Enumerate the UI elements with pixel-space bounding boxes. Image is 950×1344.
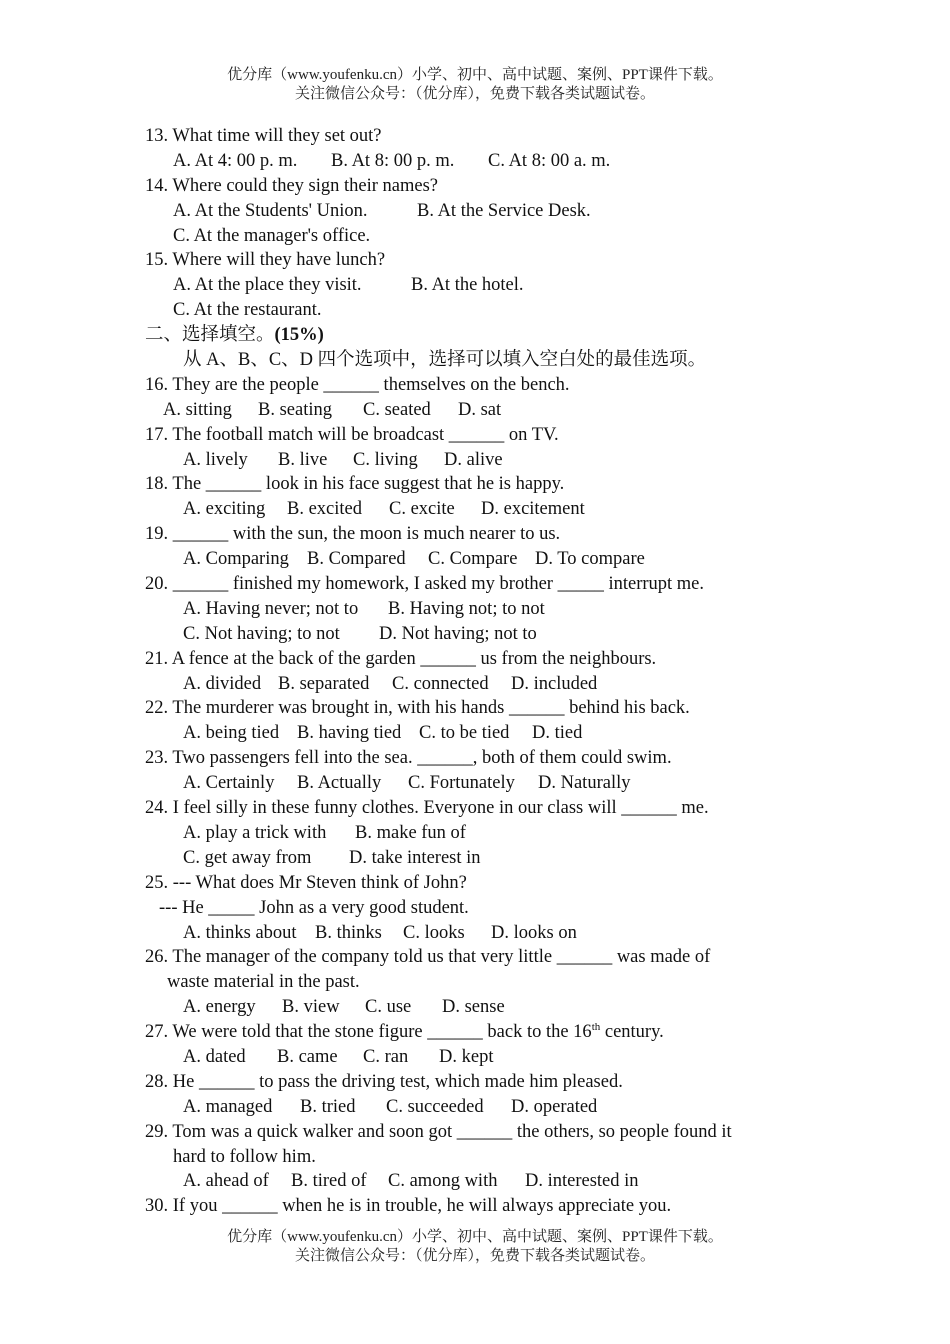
q17-option-b: B. live — [278, 449, 328, 470]
question-20-options-1 — [145, 597, 785, 622]
q24-option-c: C. get away from — [183, 847, 312, 868]
q16-option-b: B. seating — [258, 399, 332, 420]
q26-option-d: D. sense — [442, 997, 505, 1018]
q15-option-c: C. At the restaurant. — [173, 300, 322, 321]
q14-option-a: A. At the Students' Union. — [173, 200, 368, 221]
question-14-options-1 — [145, 199, 785, 224]
q26-option-a: A. energy — [183, 997, 256, 1018]
q28-option-d: D. operated — [511, 1096, 598, 1117]
q18-option-d: D. excitement — [481, 499, 585, 520]
question-15-stem: 15. Where will they have lunch? — [145, 250, 386, 271]
q23-option-a: A. Certainly — [183, 773, 275, 794]
exam-content — [145, 124, 785, 1219]
q16-option-c: C. seated — [363, 399, 431, 420]
question-16-stem: 16. They are the people ______ themselves on the bench. — [145, 374, 570, 395]
question-23-options — [145, 771, 785, 796]
q25-option-a: A. thinks about — [183, 922, 297, 943]
q25-option-b: B. thinks — [315, 922, 382, 943]
q19-option-c: C. Compare — [428, 549, 518, 570]
q17-option-a: A. lively — [183, 449, 248, 470]
q27-option-d: D. kept — [439, 1046, 494, 1067]
question-24-stem: 24. I feel silly in these funny clothes. Everyone in our class will ______ me. — [145, 798, 709, 819]
question-15-options-2 — [145, 298, 785, 323]
q19-option-a: A. Comparing — [183, 549, 289, 570]
question-28-stem: 28. He ______ to pass the driving test, which made him pleased. — [145, 1071, 623, 1092]
section-2-title — [145, 323, 785, 348]
q26-option-c: C. use — [365, 997, 412, 1018]
question-17-options — [145, 448, 785, 473]
q14-option-c: C. At the manager's office. — [173, 225, 371, 246]
question-24-options-2 — [145, 846, 785, 871]
question-29-stem-2: hard to follow him. — [173, 1146, 316, 1167]
q27-option-c: C. ran — [363, 1046, 409, 1067]
q20-option-c: C. Not having; to not — [183, 623, 340, 644]
section-2-heading: 二、选择填空。 — [145, 325, 275, 346]
q24-option-a: A. play a trick with — [183, 822, 327, 843]
q28-option-a: A. managed — [183, 1096, 273, 1117]
question-22-stem: 22. The murderer was brought in, with his hands ______ behind his back. — [145, 698, 690, 719]
question-26-stem-2: waste material in the past. — [167, 972, 360, 993]
q21-option-b: B. separated — [278, 673, 370, 694]
question-23-stem: 23. Two passengers fell into the sea. ______, both of them could swim. — [145, 748, 672, 769]
q17-option-c: C. living — [353, 449, 418, 470]
question-26-stem: 26. The manager of the company told us that very little ______ was made of — [145, 947, 711, 968]
q15-option-a: A. At the place they visit. — [173, 275, 362, 296]
q29-option-d: D. interested in — [525, 1171, 639, 1192]
q22-option-b: B. having tied — [297, 723, 402, 744]
q17-option-d: D. alive — [444, 449, 503, 470]
q29-option-a: A. ahead of — [183, 1171, 269, 1192]
question-29-options — [145, 1169, 785, 1194]
section-2-instruction: 从 A、B、C、D 四个选项中，选择可以填入空白处的最佳选项。 — [183, 350, 707, 371]
question-28-options — [145, 1095, 785, 1120]
header-line-2: 关注微信公众号：（优分库），免费下载各类试题试卷。 — [294, 86, 655, 102]
q19-option-b: B. Compared — [307, 549, 406, 570]
question-16-options — [145, 398, 785, 423]
q22-option-a: A. being tied — [183, 723, 280, 744]
q21-option-d: D. included — [511, 673, 598, 694]
q29-option-c: C. among with — [388, 1171, 498, 1192]
page-header — [0, 66, 950, 104]
q22-option-d: D. tied — [532, 723, 583, 744]
question-15-options-1 — [145, 273, 785, 298]
question-21-options — [145, 672, 785, 697]
q22-option-c: C. to be tied — [419, 723, 510, 744]
q13-option-a: A. At 4: 00 p. m. — [173, 150, 298, 171]
q20-option-b: B. Having not; to not — [388, 598, 545, 619]
question-30-stem: 30. If you ______ when he is in trouble, he will always appreciate you. — [145, 1196, 672, 1217]
question-26-options — [145, 995, 785, 1020]
q28-option-c: C. succeeded — [386, 1096, 484, 1117]
question-13-stem: 13. What time will they set out? — [145, 126, 382, 146]
question-25-stem-2: --- He _____ John as a very good student. — [159, 897, 469, 918]
q28-option-b: B. tried — [300, 1096, 356, 1117]
footer-line-1: 优分库（www.youfenku.cn）小学、初中、高中试题、案例、PPT课件下载。 — [227, 1229, 723, 1245]
q16-option-d: D. sat — [458, 399, 502, 420]
header-line-1: 优分库（www.youfenku.cn）小学、初中、高中试题、案例、PPT课件下载。 — [227, 67, 723, 83]
question-19-stem: 19. ______ with the sun, the moon is much nearer to us. — [145, 524, 561, 545]
q15-option-b: B. At the hotel. — [411, 275, 524, 296]
q27-stem-text: 27. We were told that the stone figure ______ back to the 16 — [145, 1022, 592, 1043]
q27-superscript: th — [591, 1020, 601, 1033]
q27-stem-end: century. — [600, 1022, 664, 1043]
page-footer — [0, 1228, 950, 1266]
q18-option-b: B. excited — [287, 499, 363, 520]
footer-line-2: 关注微信公众号：（优分库），免费下载各类试题试卷。 — [294, 1248, 655, 1264]
q29-option-b: B. tired of — [291, 1171, 367, 1192]
q18-option-a: A. exciting — [183, 499, 266, 520]
q25-option-d: D. looks on — [491, 922, 577, 943]
question-14-options-2 — [145, 224, 785, 249]
q20-option-a: A. Having never; not to — [183, 598, 359, 619]
question-27-options — [145, 1045, 785, 1070]
question-27-stem — [145, 1020, 785, 1045]
q21-option-a: A. divided — [183, 673, 262, 694]
q23-option-b: B. Actually — [297, 773, 382, 794]
q23-option-c: C. Fortunately — [408, 773, 515, 794]
question-17-stem: 17. The football match will be broadcast ______ on TV. — [145, 424, 559, 445]
question-13-options — [145, 149, 785, 174]
q25-option-c: C. looks — [403, 922, 465, 943]
q13-option-b: B. At 8: 00 p. m. — [331, 150, 455, 171]
question-29-stem: 29. Tom was a quick walker and soon got ______ the others, so people found it — [145, 1121, 732, 1142]
question-25-stem: 25. --- What does Mr Steven think of John? — [145, 872, 467, 893]
q19-option-d: D. To compare — [535, 549, 645, 570]
question-20-stem: 20. ______ finished my homework, I asked my brother _____ interrupt me. — [145, 574, 705, 595]
q20-option-d: D. Not having; not to — [379, 623, 537, 644]
q14-option-b: B. At the Service Desk. — [417, 200, 591, 221]
q27-option-b: B. came — [277, 1046, 338, 1067]
q24-option-b: B. make fun of — [355, 822, 466, 843]
question-14-stem: 14. Where could they sign their names? — [145, 175, 439, 196]
q21-option-c: C. connected — [392, 673, 489, 694]
section-2-score: (15%) — [274, 325, 324, 346]
question-24-options-1 — [145, 821, 785, 846]
q18-option-c: C. excite — [389, 499, 455, 520]
question-21-stem: 21. A fence at the back of the garden ______ us from the neighbours. — [145, 648, 657, 669]
q13-option-c: C. At 8: 00 a. m. — [488, 150, 611, 171]
q26-option-b: B. view — [282, 997, 340, 1018]
q24-option-d: D. take interest in — [349, 847, 481, 868]
q27-option-a: A. dated — [183, 1046, 246, 1067]
question-18-stem: 18. The ______ look in his face suggest that he is happy. — [145, 474, 565, 495]
question-18-options — [145, 497, 785, 522]
question-20-options-2 — [145, 622, 785, 647]
question-22-options — [145, 721, 785, 746]
question-19-options — [145, 547, 785, 572]
q23-option-d: D. Naturally — [538, 773, 631, 794]
question-25-options — [145, 921, 785, 946]
q16-option-a: A. sitting — [163, 399, 232, 420]
